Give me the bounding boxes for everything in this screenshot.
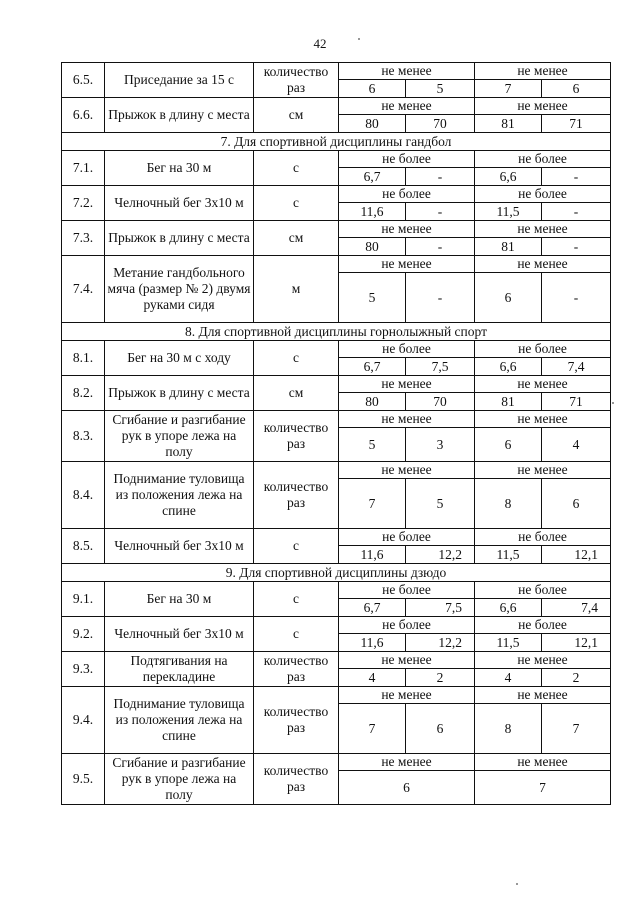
section-title: 8. Для спортивной дисциплины горнолыжный спорт xyxy=(62,323,611,341)
table-row xyxy=(62,151,611,168)
row-number: 8.1. xyxy=(62,341,105,376)
norm-label: не менее xyxy=(475,462,611,479)
exercise-name: Прыжок в длину с места xyxy=(105,221,254,256)
value-cell: 71 xyxy=(542,115,611,133)
norm-label: не менее xyxy=(339,462,475,479)
value-cell: 7,5 xyxy=(406,599,475,617)
value-cell: 7 xyxy=(339,479,406,529)
table-row xyxy=(62,376,611,393)
value-cell: 11,6 xyxy=(339,203,406,221)
norm-label: не менее xyxy=(339,221,475,238)
section-title: 7. Для спортивной дисциплины гандбол xyxy=(62,133,611,151)
row-number: 8.3. xyxy=(62,411,105,462)
unit-cell: с xyxy=(254,529,339,564)
table-row xyxy=(62,754,611,771)
value-cell: 4 xyxy=(542,428,611,462)
value-cell: 81 xyxy=(475,115,542,133)
value-cell: 2 xyxy=(406,669,475,687)
row-number: 7.3. xyxy=(62,221,105,256)
norm-label: не менее xyxy=(339,98,475,115)
norm-label: не более xyxy=(339,151,475,168)
norm-label: не менее xyxy=(475,376,611,393)
table-row xyxy=(62,582,611,599)
row-number: 8.4. xyxy=(62,462,105,529)
value-cell: 7 xyxy=(475,80,542,98)
norm-label: не более xyxy=(339,341,475,358)
value-cell: - xyxy=(406,168,475,186)
exercise-name: Поднимание туловища из положения лежа на спине xyxy=(105,462,254,529)
row-number: 9.5. xyxy=(62,754,105,805)
exercise-name: Сгибание и разгибание рук в упоре лежа на полу xyxy=(105,754,254,805)
exercise-name: Сгибание и разгибание рук в упоре лежа на полу xyxy=(105,411,254,462)
norm-label: не менее xyxy=(339,411,475,428)
value-cell: 12,2 xyxy=(406,546,475,564)
value-cell: 12,2 xyxy=(406,634,475,652)
value-cell: - xyxy=(542,238,611,256)
section-title: 9. Для спортивной дисциплины дзюдо xyxy=(62,564,611,582)
value-cell: 80 xyxy=(339,238,406,256)
norm-label: не более xyxy=(339,582,475,599)
value-cell: 6,7 xyxy=(339,168,406,186)
norm-label: не более xyxy=(339,186,475,203)
value-cell: - xyxy=(542,273,611,323)
value-cell: 12,1 xyxy=(542,634,611,652)
value-cell: 6 xyxy=(339,771,475,805)
row-number: 9.2. xyxy=(62,617,105,652)
unit-cell: количество раз xyxy=(254,652,339,687)
section-header xyxy=(62,564,611,582)
value-cell: 81 xyxy=(475,393,542,411)
value-cell: 81 xyxy=(475,238,542,256)
page-number: 42 xyxy=(313,36,327,51)
table-row xyxy=(62,529,611,546)
value-cell: 11,5 xyxy=(475,546,542,564)
value-cell: 5 xyxy=(406,80,475,98)
norm-label: не более xyxy=(339,529,475,546)
exercise-name: Метание гандбольного мяча (размер № 2) двумя руками сидя xyxy=(105,256,254,323)
value-cell: 70 xyxy=(406,393,475,411)
row-number: 7.1. xyxy=(62,151,105,186)
table-row xyxy=(62,617,611,634)
table-row xyxy=(62,411,611,428)
row-number: 7.2. xyxy=(62,186,105,221)
value-cell: 6 xyxy=(406,704,475,754)
value-cell: 5 xyxy=(339,273,406,323)
row-number: 9.1. xyxy=(62,582,105,617)
row-number: 8.2. xyxy=(62,376,105,411)
norm-label: не менее xyxy=(475,754,611,771)
value-cell: - xyxy=(542,203,611,221)
value-cell: 6,7 xyxy=(339,599,406,617)
value-cell: - xyxy=(406,238,475,256)
exercise-name: Прыжок в длину с места xyxy=(105,98,254,133)
value-cell: 8 xyxy=(475,479,542,529)
scan-speck xyxy=(358,38,360,40)
row-number: 7.4. xyxy=(62,256,105,323)
table-row xyxy=(62,462,611,479)
exercise-name: Подтягивания на перекладине xyxy=(105,652,254,687)
exercise-name: Челночный бег 3x10 м xyxy=(105,186,254,221)
value-cell: 80 xyxy=(339,115,406,133)
norm-label: не менее xyxy=(475,411,611,428)
norm-label: не менее xyxy=(339,63,475,80)
row-number: 8.5. xyxy=(62,529,105,564)
table-row xyxy=(62,341,611,358)
value-cell: 11,5 xyxy=(475,203,542,221)
norm-label: не менее xyxy=(339,652,475,669)
value-cell: 11,6 xyxy=(339,546,406,564)
table-row xyxy=(62,63,611,80)
value-cell: 80 xyxy=(339,393,406,411)
standards-table xyxy=(61,62,611,805)
value-cell: 12,1 xyxy=(542,546,611,564)
value-cell: 7 xyxy=(542,704,611,754)
norm-label: не более xyxy=(475,617,611,634)
norm-label: не менее xyxy=(475,221,611,238)
table-row xyxy=(62,687,611,704)
norm-label: не более xyxy=(475,529,611,546)
section-header xyxy=(62,133,611,151)
unit-cell: с xyxy=(254,582,339,617)
value-cell: 4 xyxy=(339,669,406,687)
row-number: 9.3. xyxy=(62,652,105,687)
norm-label: не менее xyxy=(339,256,475,273)
exercise-name: Бег на 30 м xyxy=(105,582,254,617)
value-cell: 70 xyxy=(406,115,475,133)
table-row xyxy=(62,186,611,203)
value-cell: 6 xyxy=(475,273,542,323)
unit-cell: количество раз xyxy=(254,462,339,529)
norm-label: не менее xyxy=(475,63,611,80)
value-cell: 6 xyxy=(542,80,611,98)
norm-label: не более xyxy=(475,186,611,203)
scan-speck xyxy=(516,883,518,885)
unit-cell: количество раз xyxy=(254,754,339,805)
norm-label: не менее xyxy=(475,687,611,704)
value-cell: 7 xyxy=(339,704,406,754)
unit-cell: см xyxy=(254,376,339,411)
scan-speck xyxy=(612,402,614,404)
unit-cell: см xyxy=(254,98,339,133)
norm-label: не менее xyxy=(475,98,611,115)
exercise-name: Поднимание туловища из положения лежа на спине xyxy=(105,687,254,754)
unit-cell: с xyxy=(254,186,339,221)
table-row xyxy=(62,256,611,273)
value-cell: 6 xyxy=(339,80,406,98)
value-cell: 3 xyxy=(406,428,475,462)
value-cell: 6,6 xyxy=(475,358,542,376)
unit-cell: количество раз xyxy=(254,687,339,754)
unit-cell: с xyxy=(254,151,339,186)
norm-label: не менее xyxy=(475,256,611,273)
value-cell: - xyxy=(542,168,611,186)
value-cell: 7,4 xyxy=(542,358,611,376)
row-number: 9.4. xyxy=(62,687,105,754)
value-cell: - xyxy=(406,203,475,221)
exercise-name: Бег на 30 м с ходу xyxy=(105,341,254,376)
value-cell: 8 xyxy=(475,704,542,754)
section-header xyxy=(62,323,611,341)
value-cell: 4 xyxy=(475,669,542,687)
norm-label: не более xyxy=(475,151,611,168)
value-cell: 6,6 xyxy=(475,168,542,186)
unit-cell: с xyxy=(254,617,339,652)
table-row xyxy=(62,221,611,238)
exercise-name: Прыжок в длину с места xyxy=(105,376,254,411)
row-number: 6.5. xyxy=(62,63,105,98)
unit-cell: м xyxy=(254,256,339,323)
exercise-name: Приседание за 15 с xyxy=(105,63,254,98)
unit-cell: количество раз xyxy=(254,63,339,98)
value-cell: 7 xyxy=(475,771,611,805)
value-cell: 6 xyxy=(542,479,611,529)
norm-label: не менее xyxy=(339,754,475,771)
unit-cell: с xyxy=(254,341,339,376)
unit-cell: см xyxy=(254,221,339,256)
value-cell: 2 xyxy=(542,669,611,687)
table-row xyxy=(62,652,611,669)
norm-label: не менее xyxy=(475,652,611,669)
norm-label: не более xyxy=(475,341,611,358)
norm-label: не менее xyxy=(339,687,475,704)
value-cell: 11,6 xyxy=(339,634,406,652)
norm-label: не более xyxy=(475,582,611,599)
value-cell: 11,5 xyxy=(475,634,542,652)
exercise-name: Челночный бег 3x10 м xyxy=(105,617,254,652)
value-cell: 7,5 xyxy=(406,358,475,376)
value-cell: 7,4 xyxy=(542,599,611,617)
norm-label: не более xyxy=(339,617,475,634)
value-cell: 5 xyxy=(339,428,406,462)
table-row xyxy=(62,98,611,115)
exercise-name: Челночный бег 3x10 м xyxy=(105,529,254,564)
value-cell: 71 xyxy=(542,393,611,411)
value-cell: 6 xyxy=(475,428,542,462)
value-cell: - xyxy=(406,273,475,323)
norm-label: не менее xyxy=(339,376,475,393)
value-cell: 6,6 xyxy=(475,599,542,617)
exercise-name: Бег на 30 м xyxy=(105,151,254,186)
row-number: 6.6. xyxy=(62,98,105,133)
unit-cell: количество раз xyxy=(254,411,339,462)
value-cell: 5 xyxy=(406,479,475,529)
value-cell: 6,7 xyxy=(339,358,406,376)
